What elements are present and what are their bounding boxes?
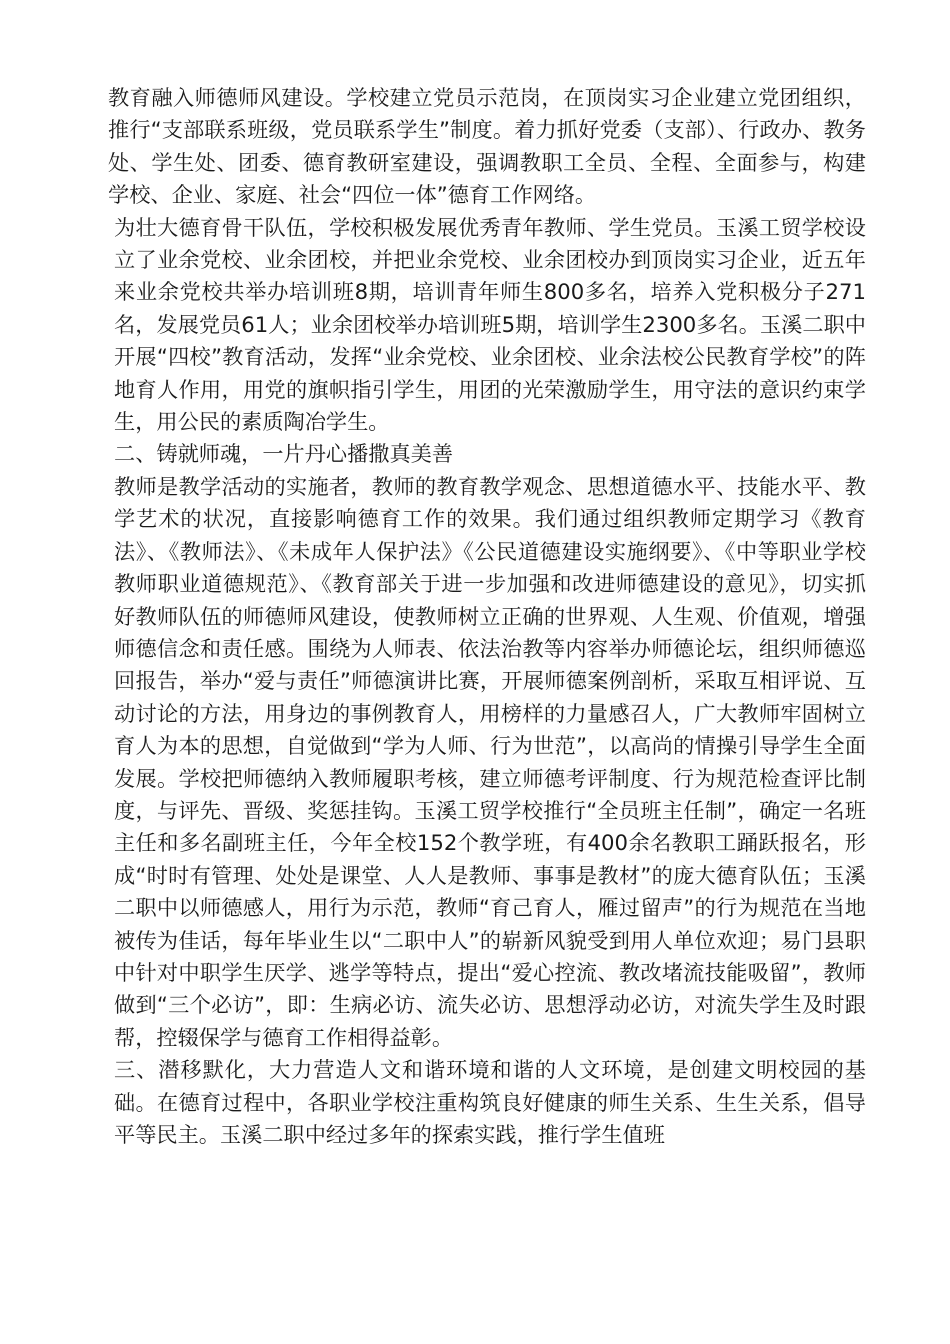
paragraph-teacher-ethics: 教师是教学活动的实施者，教师的教育教学观念、思想道德水平、技能水平、教学艺术的状况，直接影响德育工作的效果。我们通过组织教师定期学习《教育法》、《教师法》、《未成年人保护法》《公民道德建设实施纲要》、《中等职业学校教师职业道德规范》、《教育部关于进一步加强和改进师德建设的意见》，切实抓好教师队伍的师德师风建设，使教师树立正确的世界观、人生观、价值观，增强师德信念和责任感。围绕为人师表、依法治教等内容举办师德论坛，组织师德巡回报告，举办“爱与责任”师德演讲比赛，开展师德案例剖析，采取互相评说、互动讨论的方法，用身边的事例教育人，用榜样的力量感召人，广大教师牢固树立育人为本的思想，自觉做到“学为人师、行为世范”，以高尚的情操引导学生全面发展。学校把师德纳入教师履职考核，建立师德考评制度、行为规范检查评比制度，与评先、晋级、奖惩挂钩。玉溪工贸学校推行“全员班主任制”，确定一名班主任和多名副班主任，今年全校152个教学班，有400余名教职工踊跃报名，形成“时时有管理、处处是课堂、人人是教师、事事是教材”的庞大德育队伍；玉溪二职中以师德感人，用行为示范，教师“育己育人，雁过留声”的行为规范在当地被传为佳话，每年毕业生以“二职中人”的崭新风貌受到用人单位欢迎；易门县职中针对中职学生厌学、逃学等特点，提出“爱心控流、教改堵流技能吸留”，教师做到“三个必访”，即：生病必访、流失必访、思想浮动必访，对流失学生及时跟帮，控辍保学与德育工作相得益彰。 (114, 473, 866, 1050)
document-page (108, 82, 866, 1151)
section-heading-2: 二、铸就师魂，一片丹心播撒真美善 (114, 441, 454, 467)
paragraph-youth-training: 为壮大德育骨干队伍，学校积极发展优秀青年教师、学生党员。玉溪工贸学校设立了业余党校、业余团校，并把业余党校、业余团校办到顶岗实习企业，近五年来业余党校共举办培训班8期，培训青年师生800多名，培养入党积极分子271名，发展党员61人；业余团校举办培训班5期，培训学生2300多名。玉溪二职中开展“四校”教育活动，发挥“业余党校、业余团校、业余法校公民教育学校”的阵地育人作用，用党的旗帜指引学生，用团的光荣激励学生，用守法的意识约束学生，用公民的素质陶冶学生。 (114, 214, 866, 435)
paragraph-party-organization: 教育融入师德师风建设。学校建立党员示范岗，在顶岗实习企业建立党团组织，推行“支部联系班级，党员联系学生”制度。着力抓好党委（支部）、行政办、教务处、学生处、团委、德育教研室建设，强调教职工全员、全程、全面参与，构建学校、企业、家庭、社会“四位一体”德育工作网络。 (108, 85, 866, 208)
paragraph-section-3: 三、潜移默化，大力营造人文和谐环境和谐的人文环境，是创建文明校园的基础。在德育过程中，各职业学校注重构筑良好健康的师生关系、生生关系，倡导平等民主。玉溪二职中经过多年的探索实践，推行学生值班 (114, 1057, 866, 1147)
